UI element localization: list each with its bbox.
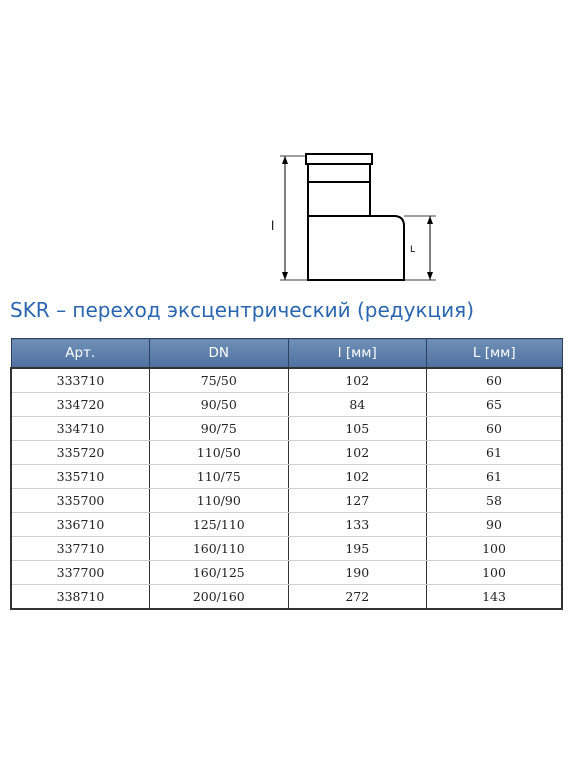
- header-dn: DN: [150, 339, 289, 369]
- cell-l: 84: [288, 393, 426, 417]
- cell-dn: 90/50: [150, 393, 289, 417]
- table-row: [11, 489, 562, 513]
- table-row: [11, 585, 562, 610]
- table-body: [11, 368, 562, 609]
- cell-art: 334710: [11, 417, 150, 441]
- table-row: [11, 441, 562, 465]
- table-row: [11, 368, 562, 393]
- cell-L: 143: [427, 585, 563, 610]
- cell-art: 338710: [11, 585, 150, 610]
- cell-l: 102: [288, 368, 426, 393]
- reducer-drawing: [268, 148, 448, 288]
- cell-art: 336710: [11, 513, 150, 537]
- cell-l: 190: [288, 561, 426, 585]
- table-row: [11, 465, 562, 489]
- cell-dn: 160/125: [150, 561, 289, 585]
- cell-art: 337700: [11, 561, 150, 585]
- cell-L: 61: [427, 441, 563, 465]
- cell-dn: 110/90: [150, 489, 289, 513]
- cell-L: 100: [427, 537, 563, 561]
- cell-l: 127: [288, 489, 426, 513]
- cell-dn: 200/160: [150, 585, 289, 610]
- dim-L-label: L: [410, 245, 416, 255]
- header-l: l [мм]: [288, 339, 426, 369]
- cell-l: 133: [288, 513, 426, 537]
- cell-art: 335710: [11, 465, 150, 489]
- cell-L: 90: [427, 513, 563, 537]
- header-art: Арт.: [11, 339, 150, 369]
- cell-art: 335720: [11, 441, 150, 465]
- table-row: [11, 393, 562, 417]
- cell-dn: 160/110: [150, 537, 289, 561]
- cell-L: 60: [427, 417, 563, 441]
- page-title: SKR – переход эксцентрический (редукция): [10, 298, 474, 322]
- table-row: [11, 537, 562, 561]
- cell-l: 105: [288, 417, 426, 441]
- cell-dn: 110/75: [150, 465, 289, 489]
- cell-L: 61: [427, 465, 563, 489]
- cell-L: 58: [427, 489, 563, 513]
- cell-L: 65: [427, 393, 563, 417]
- cell-l: 272: [288, 585, 426, 610]
- header-L: L [мм]: [427, 339, 563, 369]
- cell-L: 60: [427, 368, 563, 393]
- table-row: [11, 561, 562, 585]
- cell-art: 337710: [11, 537, 150, 561]
- cell-art: 333710: [11, 368, 150, 393]
- dim-l-label: l: [271, 219, 275, 233]
- cell-l: 102: [288, 441, 426, 465]
- cell-dn: 125/110: [150, 513, 289, 537]
- cell-dn: 110/50: [150, 441, 289, 465]
- cell-art: 334720: [11, 393, 150, 417]
- table-row: [11, 417, 562, 441]
- table-row: [11, 513, 562, 537]
- cell-l: 195: [288, 537, 426, 561]
- cell-art: 335700: [11, 489, 150, 513]
- cell-dn: 75/50: [150, 368, 289, 393]
- spec-table: [10, 338, 563, 610]
- table-header-row: [11, 339, 562, 369]
- cell-l: 102: [288, 465, 426, 489]
- cell-dn: 90/75: [150, 417, 289, 441]
- cell-L: 100: [427, 561, 563, 585]
